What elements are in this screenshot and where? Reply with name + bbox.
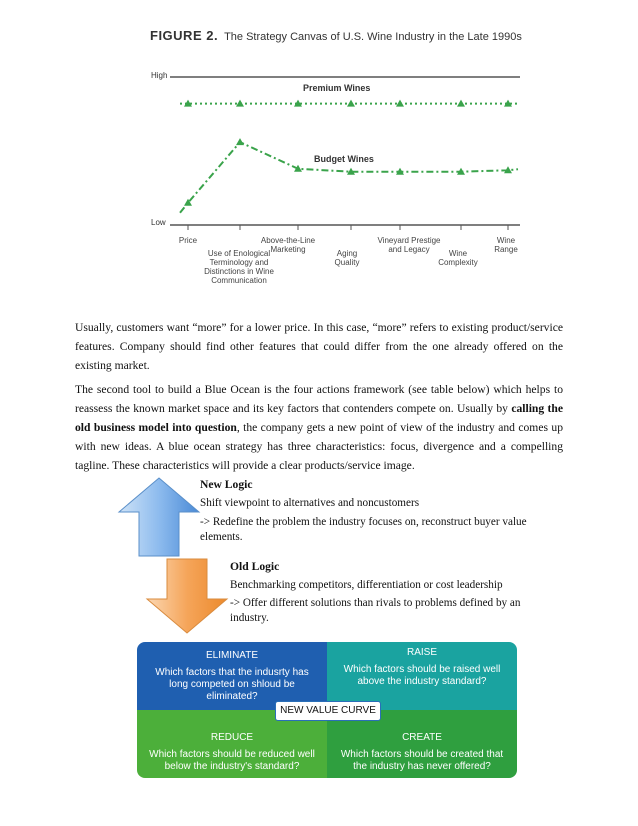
x-tick-label: Use of Enological Terminology and Distinctions in Wine Communication — [204, 249, 274, 285]
x-tick-label: Above-the-Line Marketing — [260, 236, 316, 254]
x-tick-label: Vineyard Prestige and Legacy — [377, 236, 441, 254]
new-value-curve-label: NEW VALUE CURVE — [275, 701, 381, 721]
old-logic-line2: -> Offer different solutions than rivals to problems defined by an industry. — [230, 597, 521, 624]
figure-caption — [150, 28, 522, 43]
x-tick-label: Wine Range — [494, 236, 518, 254]
new-logic-line2: -> Redefine the problem the industry focuses on, reconstruct buyer value elements. — [200, 516, 527, 543]
figure-label: FIGURE 2. — [150, 28, 219, 43]
new-logic-line1: Shift viewpoint to alternatives and noncustomers — [200, 497, 420, 509]
premium-point — [396, 100, 404, 107]
premium-point — [236, 100, 244, 107]
paragraph-2 — [75, 380, 563, 475]
premium-markers — [184, 100, 512, 107]
budget-point — [236, 138, 244, 145]
x-tick-label: Price — [178, 236, 198, 245]
eliminate-text: Which factors that the indusrty has long competed on shloud be eliminated? — [155, 667, 309, 702]
paragraph-2-text-end: , the company gets a new point of view of the industry and comes up with new ideas. A blue ocean strategy has three characteristics: focus, divergence and a compelling tagline. These characteristics will provide a clear products/service image. — [75, 421, 563, 472]
down-arrow-icon — [145, 557, 229, 635]
raise-text: Which factors should be raised well above the industry standard? — [343, 664, 501, 687]
old-logic-title: Old Logic — [230, 560, 280, 573]
raise-title: RAISE — [406, 647, 437, 658]
premium-series-label: Premium Wines — [303, 83, 371, 93]
up-arrow-icon — [117, 476, 201, 558]
y-high-label: High — [151, 71, 168, 80]
budget-series-label: Budget Wines — [314, 154, 374, 164]
y-low-label: Low — [151, 218, 166, 227]
eliminate-quadrant — [137, 642, 327, 710]
eliminate-title: ELIMINATE — [205, 650, 259, 661]
reduce-title: REDUCE — [210, 732, 254, 743]
x-tick-label: Aging Quality — [334, 249, 360, 267]
create-text: Which factors should be created that the industry has never offered? — [340, 749, 504, 772]
paragraph-2-bold: calling the old business model into question — [75, 402, 563, 434]
create-title: CREATE — [402, 732, 442, 743]
premium-point — [347, 100, 355, 107]
new-logic-title: New Logic — [200, 478, 253, 491]
reduce-text: Which factors should be reduced well below the industry's standard? — [149, 749, 315, 772]
figure-caption-text: The Strategy Canvas of U.S. Wine Industry in the Late 1990s — [224, 31, 522, 43]
premium-point — [457, 100, 465, 107]
x-tick-label: Wine Complexity — [438, 249, 478, 267]
budget-series-line — [180, 142, 518, 213]
paragraph-2-text: The second tool to build a Blue Ocean is the four actions framework (see table below) which helps to reassess the known market space and its key factors that contenders compete on. Usually by — [75, 383, 563, 415]
paragraph-1: Usually, customers want “more” for a lower price. In this case, “more” refers to existing product/service features. Company should find other features that could differ from the one already offered on the existing market. — [75, 321, 563, 372]
raise-quadrant — [327, 642, 517, 710]
old-logic-line1: Benchmarking competitors, differentiation or cost leadership — [230, 579, 503, 591]
